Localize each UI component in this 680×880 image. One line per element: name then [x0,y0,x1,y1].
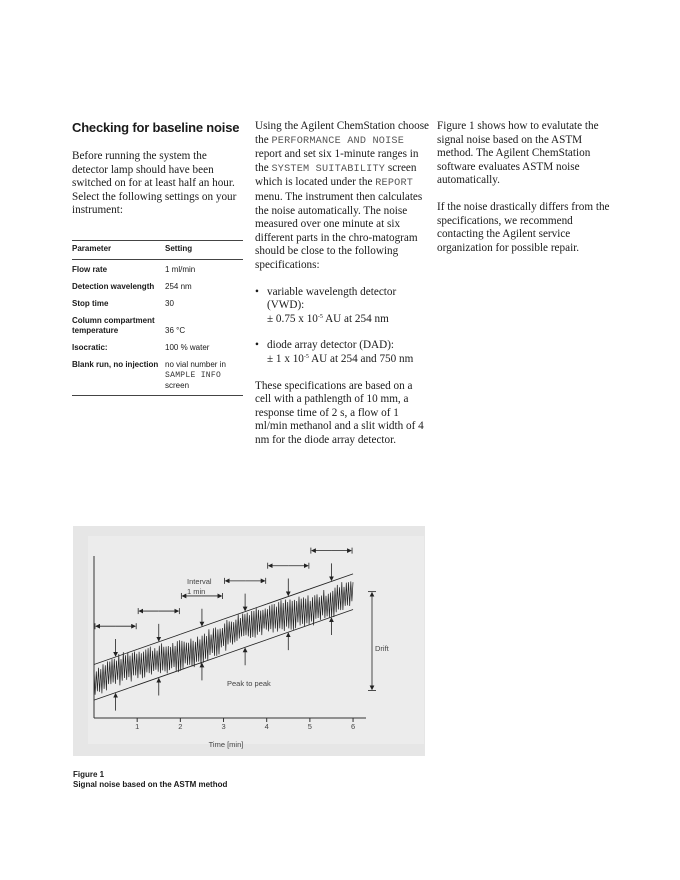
interval-label-line2: 1 min [187,587,206,596]
drift-label: Drift [375,644,389,653]
table-row [72,260,243,283]
row-parameter: Flow rate [72,265,108,274]
menu-term: SYSTEM SUITABILITY [271,163,386,175]
x-tick-label: 5 [307,722,312,731]
specification-basis-paragraph: These specifications are based on a cell with a pathlength of 10 mm, a response time of 2 s, a flow of 1 ml/min methanol and a slit width of 4 nm for the diode array detector. [255,379,424,446]
row-setting: 1 ml/min [165,265,196,274]
setting-text: screen [165,381,190,390]
astm-paragraph: Figure 1 shows how to evalutate the signal noise based on the ASTM method. The Agilent ChemStation software evaluates ASTM noise automatically. [437,120,599,187]
x-tick-label: 3 [221,722,226,731]
figure-panel [73,526,425,756]
setting-screen-name: SAMPLE INFO [165,371,222,380]
noise-chart [73,526,425,756]
settings-table [72,240,243,396]
row-setting: 254 nm [165,282,192,291]
chemstation-paragraph: Using the Agilent ChemStation choose the PERFORMANCE AND NOISE report and set six 1-minute ranges in the SYSTEM SUITABILITY screen which is located under the REPORT menu. The instrument then calculates the noise automatically. The noise measured over one minute at six different parts in the chro-matogram should be close to the following specifications: [255,120,430,271]
right-column [437,120,612,255]
figure-caption [73,770,227,790]
menu-term: PERFORMANCE AND NOISE [271,135,405,147]
table-row [72,282,243,299]
row-parameter: Isocratic: [72,343,108,352]
caption-title: Figure 1 [73,770,105,779]
row-parameter: Detection wavelength [72,282,155,291]
x-axis-label: Time [min] [208,740,244,749]
x-tick-label: 2 [178,722,183,731]
list-item: • variable wavelength detector (VWD): ± 0.75 x $10^{-5}$ AU at 254 nm [255,286,430,327]
interval-label-line1: Interval [187,577,212,586]
intro-paragraph: Before running the system the detector lamp should have been switched on for at least half an hour. Select the following settings on your instrument: [72,150,237,217]
x-tick-label: 6 [350,722,356,731]
row-parameter: Column compartment temperature [72,316,155,335]
x-tick-label: 1 [135,722,140,731]
plot-background [88,536,424,744]
table-row [72,316,243,343]
table-row [72,299,243,316]
x-tick-label: 4 [264,722,269,731]
table-row [72,360,243,396]
service-paragraph: If the noise drastically differs from the specifications, we recommend contacting the Agilent service organization for possible repair. [437,200,610,254]
row-setting: 100 % water [165,343,210,352]
table-header-row [72,241,243,260]
row-parameter: Blank run, no injection [72,360,165,396]
row-parameter: Stop time [72,299,109,308]
menu-term: REPORT [375,178,414,190]
setting-text: no vial number in [165,360,226,369]
specification-list [255,286,430,367]
section-heading: Checking for baseline noise [72,120,240,135]
header-setting: Setting [165,241,243,260]
caption-text: Signal noise based on the ASTM method [73,780,228,789]
table-row [72,343,243,360]
peak-to-peak-label: Peak to peak [227,679,271,688]
row-setting: 30 [165,299,174,308]
chart-axes [88,536,424,744]
header-parameter: Parameter [72,241,165,260]
row-setting [165,360,243,396]
list-item: • diode array detector (DAD): ± 1 x $10^{-5}$ AU at 254 and 750 nm [255,339,430,366]
row-setting: 36 °C [165,326,186,335]
middle-column [255,120,430,447]
